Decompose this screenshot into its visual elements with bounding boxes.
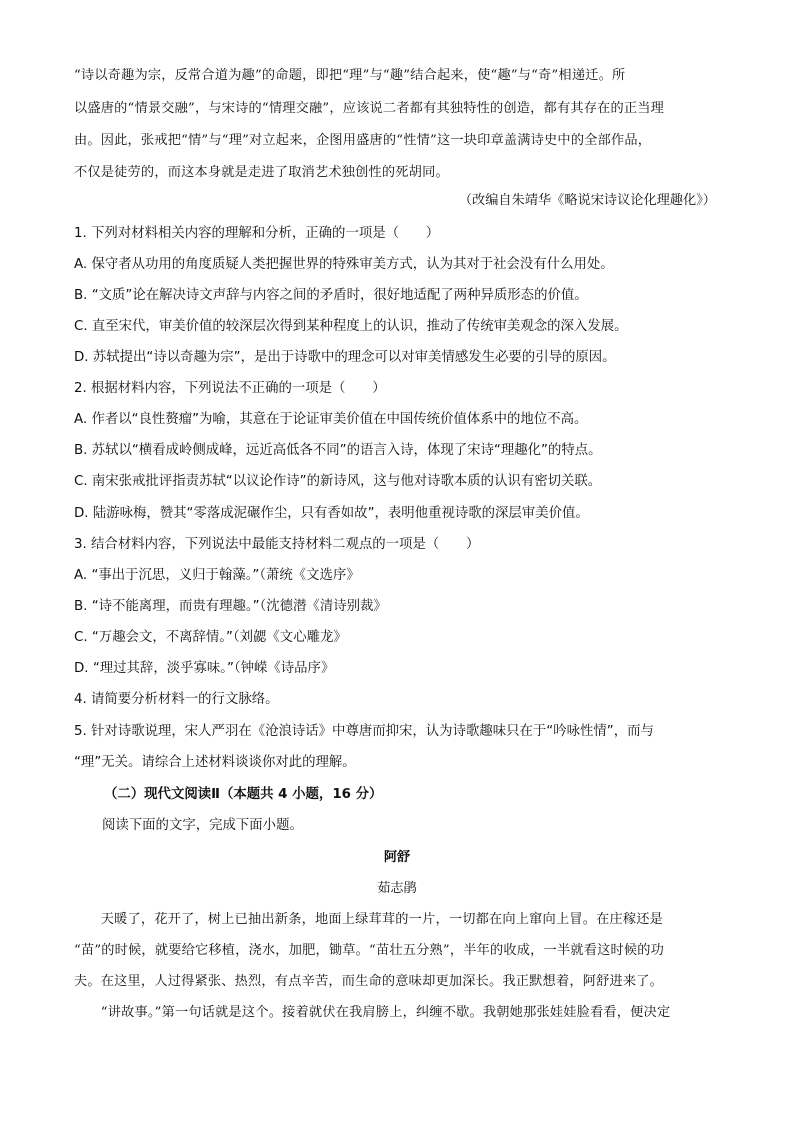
passage1-line: 不仅是徒劳的，而这本身就是走进了取消艺术独创性的死胡同。	[74, 165, 449, 180]
question-2-stem: 2. 根据材料内容，下列说法不正确的一项是（ ）	[74, 381, 386, 396]
story-title: 阿舒	[383, 850, 411, 865]
question-4-stem: 4. 请简要分析材料一的行文脉络。	[74, 692, 279, 707]
question-5-stem-continued: “理”无关。请综合上述材料谈谈你对此的理解。	[74, 755, 356, 770]
question-3-option-d: D. “理过其辞，淡乎寡味。”（钟嵘《诗品序》	[74, 661, 335, 676]
question-3-option-a: A. “事出于沉思，义归于翰藻。”（萧统《文选序》	[74, 568, 360, 583]
question-2-option-b: B. 苏轼以“横看成岭侧成峰，远近高低各不同”的语言入诗，体现了宋诗“理趣化”的特点。	[74, 443, 602, 458]
question-5-stem: 5. 针对诗歌说理，宋人严羽在《沧浪诗话》中尊唐而抑宋，认为诗歌趣味只在于“吟咏性情”，而与	[74, 724, 654, 739]
question-1-stem: 1. 下列对材料相关内容的理解和分析，正确的一项是（ ）	[74, 226, 440, 241]
question-1-option-a: A. 保守者从功用的角度质疑人类把握世界的特殊审美方式，认为其对于社会没有什么用处。	[74, 257, 614, 272]
story-author: 茹志鹃	[377, 881, 417, 896]
question-3-option-c: C. “万趣会文，不离辞情。”（刘勰《文心雕龙》	[74, 630, 347, 645]
question-2-option-a: A. 作者以“良性赘瘤”为喻，其意在于论证审美价值在中国传统价值体系中的地位不高。	[74, 412, 588, 427]
question-2-option-c: C. 南宋张戒批评指责苏轼“以议论作诗”的新诗风，这与他对诗歌本质的认识有密切关联。	[74, 474, 602, 489]
passage2-line: 夫。在这里，人过得紧张、热烈，有点辛苦，而生命的意味却更加深长。我正默想着，阿舒进来了。	[74, 974, 664, 989]
section-heading: （二）现代文阅读Ⅱ（本题共 4 小题，16 分）	[104, 787, 383, 802]
passage1-source: （改编自朱靖华《略说宋诗议论化理趣化》）	[458, 193, 716, 208]
passage1-line: 以盛唐的“情景交融”，与宋诗的“情理交融”，应该说二者都有其独特性的创造，都有其存在的正当理	[74, 101, 665, 116]
question-3-stem: 3. 结合材料内容，下列说法中最能支持材料二观点的一项是（ ）	[74, 537, 480, 552]
passage2-line: “讲故事。”第一句话就是这个。接着就伏在我肩膀上，纠缠不歇。我朝她那张娃娃脸看看，便决定	[74, 1005, 671, 1020]
section-instruction: 阅读下面的文字，完成下面小题。	[102, 818, 303, 833]
question-3-option-b: B. “诗不能离理，而贵有理趣。”（沈德潜《清诗别裁》	[74, 599, 387, 614]
passage2-line: 天暖了，花开了，树上已抽出新条，地面上绿茸茸的一片，一切都在向上窜向上冒。在庄稼还是	[74, 912, 664, 927]
passage1-line: “诗以奇趣为宗，反常合道为趣”的命题，即把“理”与“趣”结合起来，使“趣”与“奇”相递迁。所	[74, 68, 626, 83]
question-1-option-c: C. 直至宋代，审美价值的较深层次得到某种程度上的认识，推动了传统审美观念的深入发展。	[74, 319, 628, 334]
passage1-line: 由。因此，张戒把“情”与“理”对立起来，企图用盛唐的“性情”这一块印章盖满诗史中的全部作品，	[74, 133, 652, 148]
question-1-option-b: B. “文质”论在解决诗文声辞与内容之间的矛盾时，很好地适配了两种异质形态的价值。	[74, 288, 588, 303]
passage2-line: “苗”的时候，就要给它移植，浇水，加肥，锄草。“苗壮五分熟”，半年的收成，一半就看这时候的功	[74, 943, 665, 958]
question-2-option-d: D. 陆游咏梅，赞其“零落成泥碾作尘，只有香如故”，表明他重视诗歌的深层审美价值。	[74, 506, 589, 521]
question-1-option-d: D. 苏轼提出“诗以奇趣为宗”，是出于诗歌中的理念可以对审美情感发生必要的引导的原因。	[74, 350, 616, 365]
